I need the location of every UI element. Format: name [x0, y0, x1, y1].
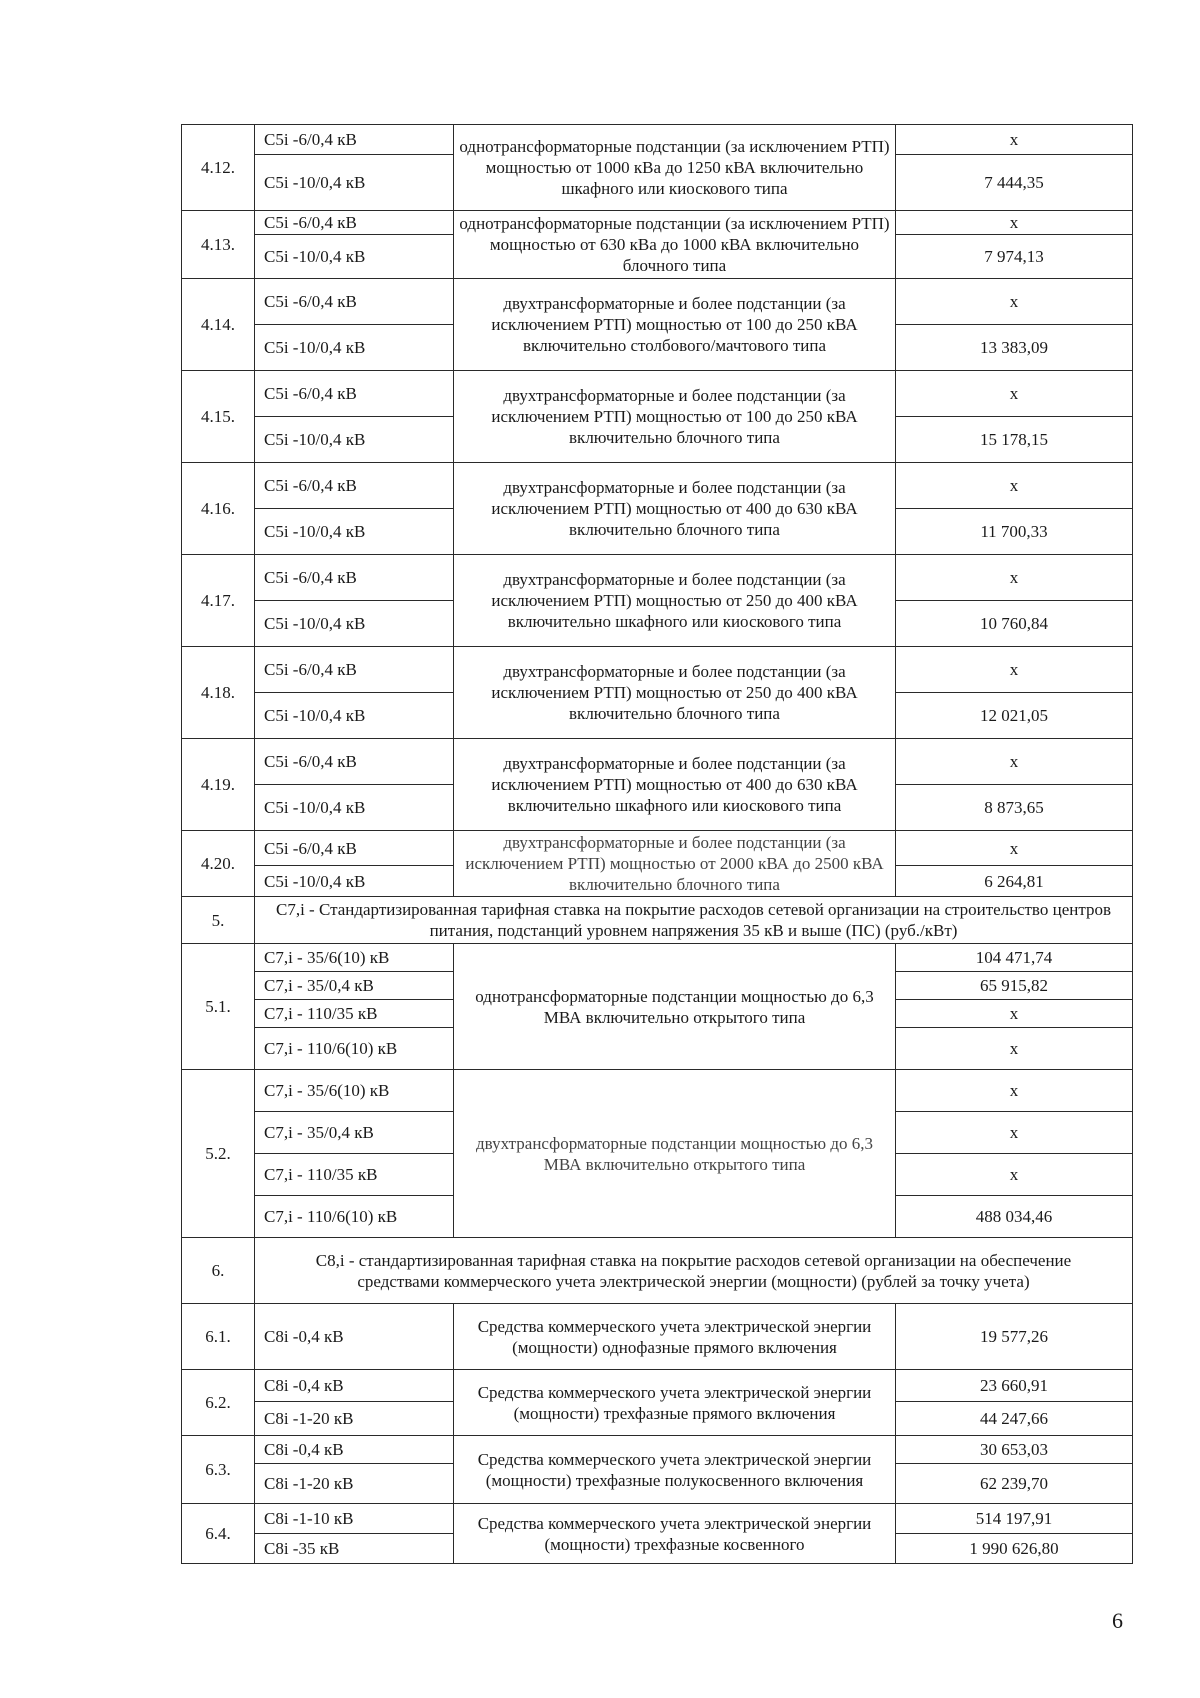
- table-row: [182, 125, 1133, 155]
- rate-code: C7,i - 35/6(10) кВ: [255, 944, 454, 972]
- rate-code: C8i -35 кВ: [255, 1534, 454, 1564]
- page-number: 6: [1112, 1608, 1123, 1633]
- rate-code: C5i -6/0,4 кВ: [255, 125, 454, 155]
- rate-code: C5i -6/0,4 кВ: [255, 279, 454, 325]
- rate-code: C5i -10/0,4 кВ: [255, 325, 454, 371]
- rate-value: 488 034,46: [896, 1196, 1133, 1238]
- rate-value: 6 264,81: [896, 866, 1133, 897]
- row-description: однотрансформаторные подстанции мощностью до 6,3 МВА включительно открытого типа: [454, 944, 896, 1070]
- rate-code: C8i -0,4 кВ: [255, 1370, 454, 1402]
- rate-value: 19 577,26: [896, 1304, 1133, 1370]
- table-row: [182, 371, 1133, 417]
- rate-code: C7,i - 35/0,4 кВ: [255, 1112, 454, 1154]
- rate-code: C8i -1-20 кВ: [255, 1464, 454, 1504]
- rate-value: x: [896, 555, 1133, 601]
- rate-code: C5i -6/0,4 кВ: [255, 555, 454, 601]
- row-number: 4.12.: [182, 125, 255, 211]
- row-description: двухтрансформаторные и более подстанции (за исключением РТП) мощностью от 400 до 630 кВА включительно блочного типа: [454, 463, 896, 555]
- rate-value: 30 653,03: [896, 1436, 1133, 1464]
- row-number: 4.19.: [182, 739, 255, 831]
- row-description: двухтрансформаторные и более подстанции (за исключением РТП) мощностью от 250 до 400 кВА включительно блочного типа: [454, 647, 896, 739]
- row-number: 6.2.: [182, 1370, 255, 1436]
- table-row: [182, 463, 1133, 509]
- rate-value: x: [896, 1000, 1133, 1028]
- row-number: 4.18.: [182, 647, 255, 739]
- section-number: 6.: [182, 1238, 255, 1304]
- row-number: 4.14.: [182, 279, 255, 371]
- rate-value: x: [896, 1154, 1133, 1196]
- rate-code: C8i -1-10 кВ: [255, 1504, 454, 1534]
- rate-code: C7,i - 110/6(10) кВ: [255, 1028, 454, 1070]
- row-description: двухтрансформаторные и более подстанции (за исключением РТП) мощностью от 100 до 250 кВА включительно столбового/мачтового типа: [454, 279, 896, 371]
- row-number: 4.17.: [182, 555, 255, 647]
- rate-value: x: [896, 1070, 1133, 1112]
- section-title: C8,i - стандартизированная тарифная ставка на покрытие расходов сетевой организации на обеспечение средствами коммерческого учета электрической энергии (мощности) (рублей за точку учета): [255, 1238, 1133, 1304]
- table-row: [182, 1370, 1133, 1402]
- rate-value: x: [896, 831, 1133, 866]
- row-number: 6.3.: [182, 1436, 255, 1504]
- rate-value: 104 471,74: [896, 944, 1133, 972]
- rate-code: C5i -10/0,4 кВ: [255, 785, 454, 831]
- section-number: 5.: [182, 897, 255, 944]
- row-description: двухтрансформаторные и более подстанции (за исключением РТП) мощностью от 100 до 250 кВА включительно блочного типа: [454, 371, 896, 463]
- table-row: [182, 739, 1133, 785]
- rate-value: x: [896, 647, 1133, 693]
- row-description: двухтрансформаторные и более подстанции (за исключением РТП) мощностью от 400 до 630 кВА включительно шкафного или киоскового типа: [454, 739, 896, 831]
- table-row: [182, 944, 1133, 972]
- row-number: 4.16.: [182, 463, 255, 555]
- rate-code: C5i -6/0,4 кВ: [255, 463, 454, 509]
- rate-value: 1 990 626,80: [896, 1534, 1133, 1564]
- table-row: [182, 211, 1133, 235]
- rate-code: C7,i - 110/35 кВ: [255, 1154, 454, 1196]
- table-row: [182, 831, 1133, 866]
- rate-value: 7 444,35: [896, 155, 1133, 211]
- row-number: 4.20.: [182, 831, 255, 897]
- row-description: двухтрансформаторные и более подстанции (за исключением РТП) мощностью от 2000 кВА до 2500 кВА включительно блочного типа: [454, 831, 896, 897]
- table-row: [182, 1436, 1133, 1464]
- rate-value: 12 021,05: [896, 693, 1133, 739]
- rate-code: C5i -6/0,4 кВ: [255, 739, 454, 785]
- row-number: 4.15.: [182, 371, 255, 463]
- rate-value: 7 974,13: [896, 235, 1133, 279]
- rate-value: x: [896, 125, 1133, 155]
- rate-code: C7,i - 35/0,4 кВ: [255, 972, 454, 1000]
- rate-value: 11 700,33: [896, 509, 1133, 555]
- rate-value: x: [896, 463, 1133, 509]
- rate-code: C7,i - 110/6(10) кВ: [255, 1196, 454, 1238]
- section-header-row: [182, 1238, 1133, 1304]
- table-row: [182, 555, 1133, 601]
- rate-value: 10 760,84: [896, 601, 1133, 647]
- rate-value: 8 873,65: [896, 785, 1133, 831]
- row-description: Средства коммерческого учета электрической энергии (мощности) трехфазные прямого включения: [454, 1370, 896, 1436]
- row-description: Средства коммерческого учета электрической энергии (мощности) трехфазные полукосвенного включения: [454, 1436, 896, 1504]
- rate-code: C5i -6/0,4 кВ: [255, 371, 454, 417]
- rate-value: 65 915,82: [896, 972, 1133, 1000]
- row-description: Средства коммерческого учета электрической энергии (мощности) трехфазные косвенного: [454, 1504, 896, 1564]
- rate-value: x: [896, 1028, 1133, 1070]
- table-row: [182, 1304, 1133, 1370]
- table-row: [182, 1070, 1133, 1112]
- rate-code: C7,i - 35/6(10) кВ: [255, 1070, 454, 1112]
- tariff-table: [181, 124, 1133, 1564]
- rate-value: 62 239,70: [896, 1464, 1133, 1504]
- rate-code: C8i -0,4 кВ: [255, 1436, 454, 1464]
- row-number: 6.1.: [182, 1304, 255, 1370]
- rate-value: 15 178,15: [896, 417, 1133, 463]
- rate-value: x: [896, 739, 1133, 785]
- rate-code: C5i -10/0,4 кВ: [255, 601, 454, 647]
- rate-value: 514 197,91: [896, 1504, 1133, 1534]
- rate-value: x: [896, 371, 1133, 417]
- rate-value: 23 660,91: [896, 1370, 1133, 1402]
- row-description: двухтрансформаторные и более подстанции (за исключением РТП) мощностью от 250 до 400 кВА включительно шкафного или киоскового типа: [454, 555, 896, 647]
- rate-code: C7,i - 110/35 кВ: [255, 1000, 454, 1028]
- row-number: 5.1.: [182, 944, 255, 1070]
- section-title: C7,i - Стандартизированная тарифная ставка на покрытие расходов сетевой организации на строительство центров питания, подстанций уровнем напряжения 35 кВ и выше (ПС) (руб./кВт): [255, 897, 1133, 944]
- rate-code: C5i -6/0,4 кВ: [255, 647, 454, 693]
- rate-value: x: [896, 1112, 1133, 1154]
- rate-code: C8i -1-20 кВ: [255, 1402, 454, 1436]
- rate-code: C5i -10/0,4 кВ: [255, 235, 454, 279]
- rate-value: x: [896, 279, 1133, 325]
- row-number: 5.2.: [182, 1070, 255, 1238]
- table-row: [182, 1504, 1133, 1534]
- rate-value: 13 383,09: [896, 325, 1133, 371]
- table-row: [182, 647, 1133, 693]
- table-row: [182, 279, 1133, 325]
- section-header-row: [182, 897, 1133, 944]
- rate-code: C5i -10/0,4 кВ: [255, 509, 454, 555]
- rate-code: C5i -10/0,4 кВ: [255, 693, 454, 739]
- row-description: однотрансформаторные подстанции (за исключением РТП) мощностью от 1000 кВа до 1250 кВА включительно шкафного или киоскового типа: [454, 125, 896, 211]
- rate-code: C5i -10/0,4 кВ: [255, 866, 454, 897]
- rate-code: C5i -10/0,4 кВ: [255, 417, 454, 463]
- rate-value: 44 247,66: [896, 1402, 1133, 1436]
- row-number: 6.4.: [182, 1504, 255, 1564]
- row-description: однотрансформаторные подстанции (за исключением РТП) мощностью от 630 кВа до 1000 кВА включительно блочного типа: [454, 211, 896, 279]
- row-description: двухтрансформаторные подстанции мощностью до 6,3 МВА включительно открытого типа: [454, 1070, 896, 1238]
- rate-value: x: [896, 211, 1133, 235]
- rate-code: C5i -6/0,4 кВ: [255, 211, 454, 235]
- rate-code: C8i -0,4 кВ: [255, 1304, 454, 1370]
- row-number: 4.13.: [182, 211, 255, 279]
- rate-code: C5i -10/0,4 кВ: [255, 155, 454, 211]
- row-description: Средства коммерческого учета электрической энергии (мощности) однофазные прямого включения: [454, 1304, 896, 1370]
- rate-code: C5i -6/0,4 кВ: [255, 831, 454, 866]
